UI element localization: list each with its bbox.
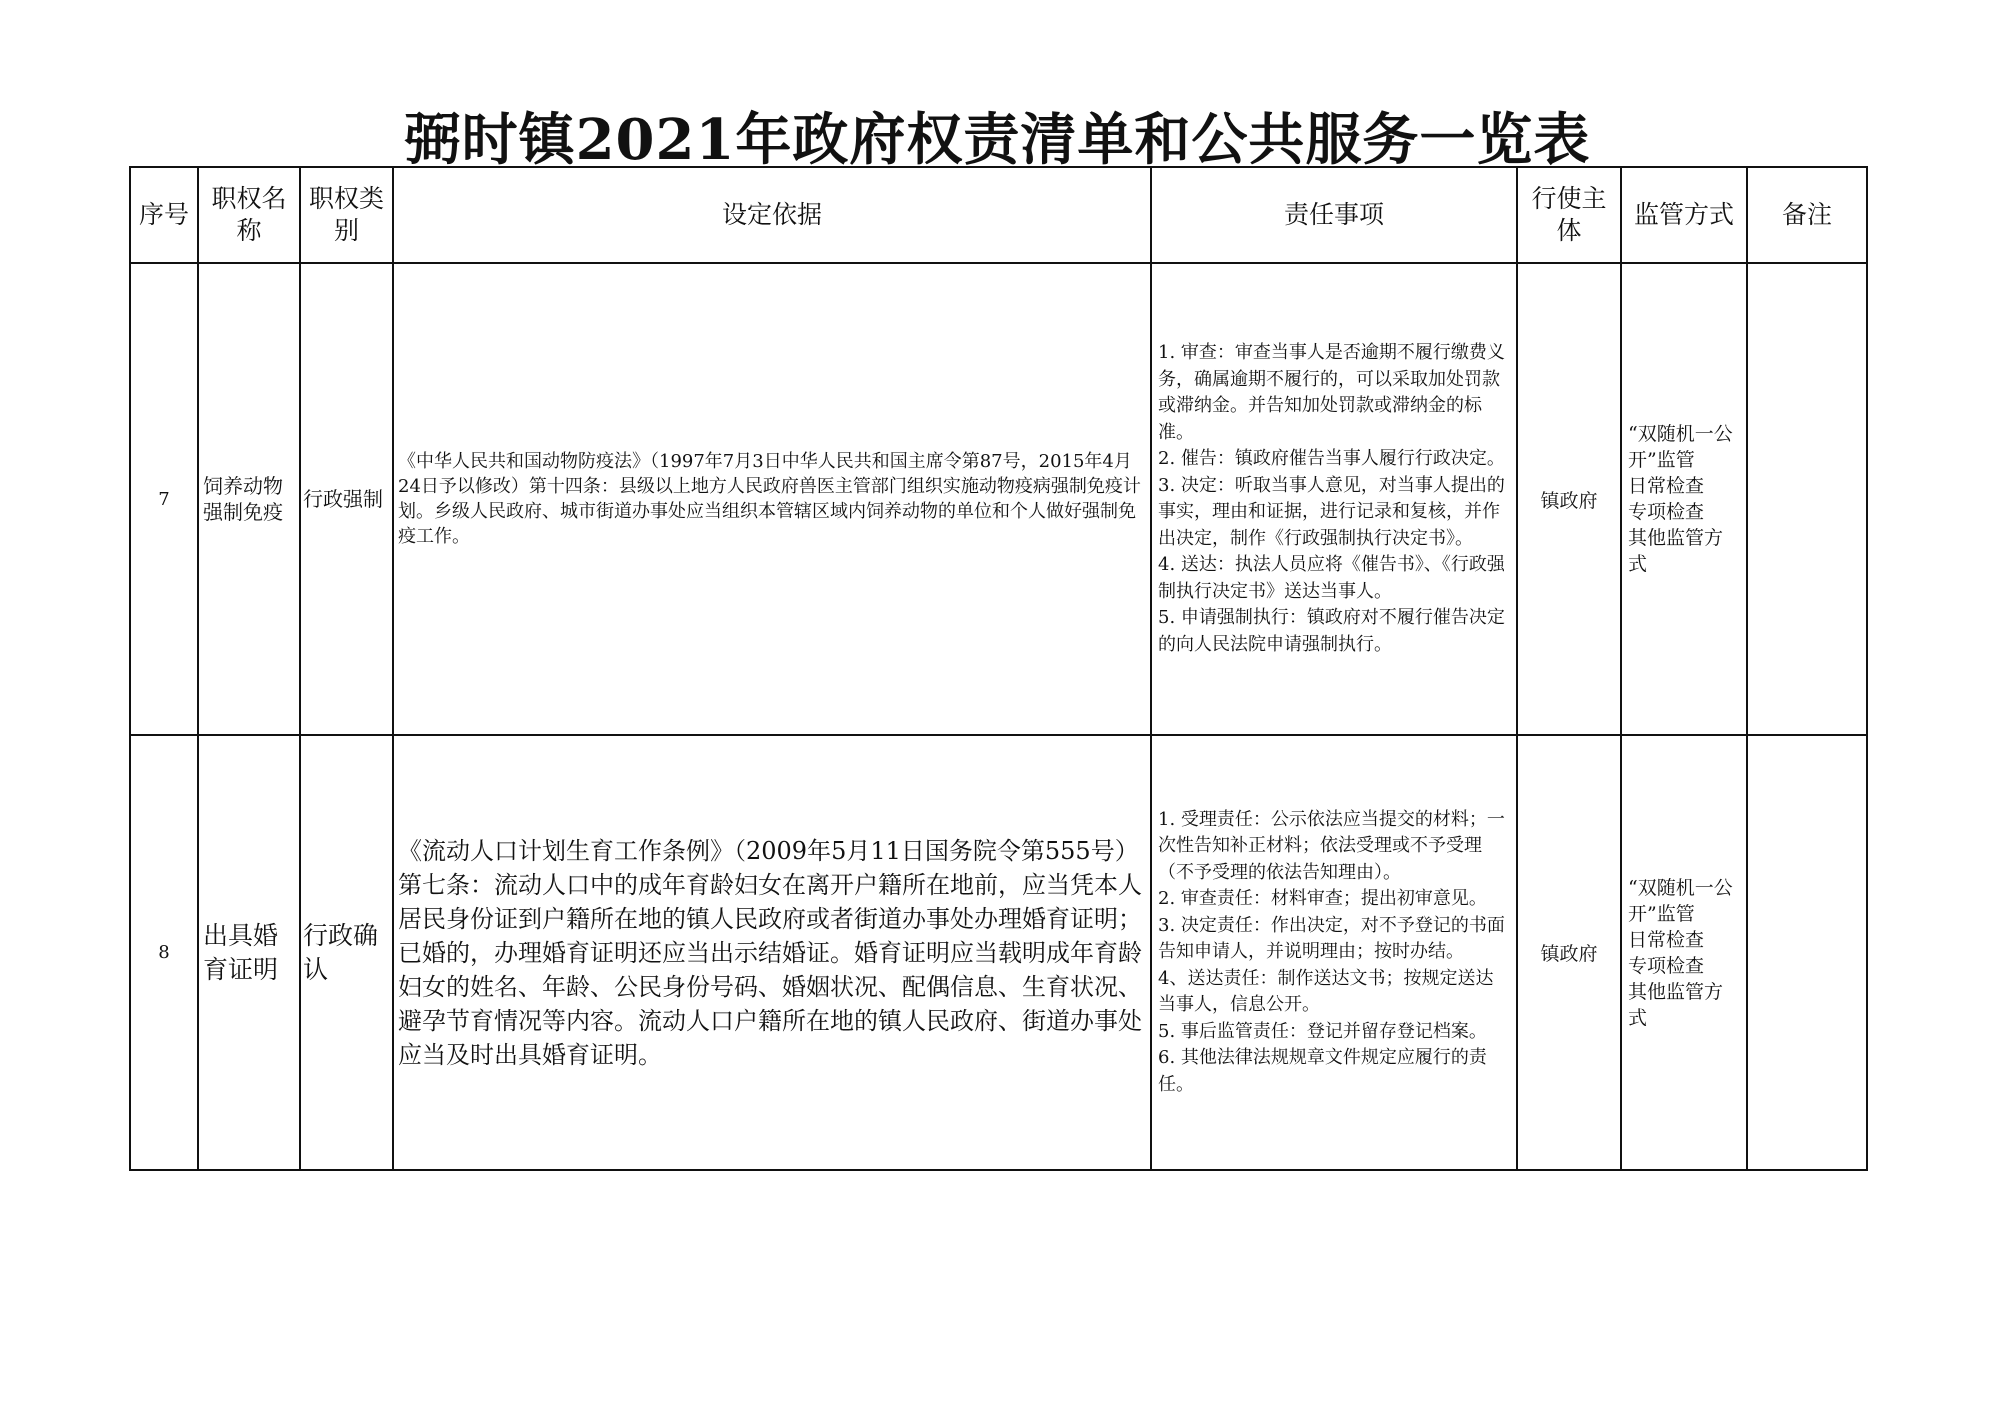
responsibility-item: 3. 决定责任：作出决定，对不予登记的书面告知申请人，并说明理由；按时办结。	[1158, 914, 1505, 963]
supervision-item: 日常检查	[1628, 928, 1705, 951]
authority-table	[129, 166, 1868, 1171]
row-name: 出具婚育证明	[198, 735, 300, 1170]
header-notes: 备注	[1747, 167, 1867, 263]
supervision-item: 专项检查	[1628, 954, 1705, 977]
responsibility-item: 4、送达责任：制作送达文书；按规定送达当事人，信息公开。	[1158, 967, 1494, 1016]
header-basis: 设定依据	[393, 167, 1151, 263]
responsibility-item: 1. 审查：审查当事人是否逾期不履行缴费义务，确属逾期不履行的，可以采取加处罚款或滞纳金。并告知加处罚款或滞纳金的标准。	[1158, 342, 1505, 443]
header-name: 职权名称	[198, 167, 300, 263]
responsibility-item: 2. 审查责任：材料审查；提出初审意见。	[1158, 888, 1487, 910]
page-title: 弼时镇2021年政府权责清单和公共服务一览表	[404, 107, 1591, 173]
row-notes	[1747, 735, 1867, 1170]
row-subject: 镇政府	[1517, 263, 1621, 735]
supervision-item: 其他监管方式	[1628, 527, 1724, 575]
responsibility-item: 5. 事后监管责任：登记并留存登记档案。	[1158, 1020, 1487, 1042]
header-supervision: 监管方式	[1621, 167, 1747, 263]
table-row	[130, 735, 1867, 1170]
header-subject: 行使主体	[1517, 167, 1621, 263]
supervision-item: “双随机一公开”监管	[1628, 876, 1733, 925]
supervision-item: 专项检查	[1628, 501, 1705, 523]
header-seq: 序号	[130, 167, 198, 263]
table-row	[130, 263, 1867, 735]
row-responsibilities	[1151, 263, 1517, 735]
row-seq: 7	[130, 263, 198, 735]
responsibility-item: 6. 其他法律法规规章文件规定应履行的责任。	[1158, 1047, 1487, 1095]
table-header-row	[130, 167, 1867, 263]
supervision-item: “双随机一公开”监管	[1628, 423, 1733, 471]
responsibility-item: 5. 申请强制执行：镇政府对不履行催告决定的向人民法院申请强制执行。	[1158, 607, 1505, 655]
row-responsibilities	[1151, 735, 1517, 1170]
row-supervision	[1621, 263, 1747, 735]
header-category: 职权类别	[300, 167, 393, 263]
row-seq: 8	[130, 735, 198, 1170]
row-notes	[1747, 263, 1867, 735]
row-basis: 《流动人口计划生育工作条例》（2009年5月11日国务院令第555号）第七条：流动人口中的成年育龄妇女在离开户籍所在地前，应当凭本人居民身份证到户籍所在地的镇人民政府或者街道办事处办理婚育证明；已婚的，办理婚育证明还应当出示结婚证。婚育证明应当载明成年育龄妇女的姓名、年龄、公民身份号码、婚姻状况、配偶信息、生育状况、避孕节育情况等内容。流动人口户籍所在地的镇人民政府、街道办事处应当及时出具婚育证明。	[393, 735, 1151, 1170]
responsibility-item: 4. 送达：执法人员应将《催告书》、《行政强制执行决定书》送达当事人。	[1158, 554, 1505, 602]
row-name: 饲养动物强制免疫	[198, 263, 300, 735]
row-supervision	[1621, 735, 1747, 1170]
supervision-item: 其他监管方式	[1628, 980, 1724, 1029]
responsibility-item: 1. 受理责任：公示依法应当提交的材料；一次性告知补正材料；依法受理或不予受理（不予受理的依法告知理由）。	[1158, 808, 1505, 883]
responsibility-item: 2. 催告：镇政府催告当事人履行行政决定。	[1158, 448, 1505, 469]
header-responsibilities: 责任事项	[1151, 167, 1517, 263]
row-category: 行政确认	[300, 735, 393, 1170]
supervision-item: 日常检查	[1628, 475, 1705, 497]
row-subject: 镇政府	[1517, 735, 1621, 1170]
responsibility-item: 3. 决定：听取当事人意见，对当事人提出的事实，理由和证据，进行记录和复核，并作出决定，制作《行政强制执行决定书》。	[1158, 474, 1505, 549]
row-basis: 《中华人民共和国动物防疫法》（1997年7月3日中华人民共和国主席令第87号，2015年4月24日予以修改）第十四条：县级以上地方人民政府兽医主管部门组织实施动物疫病强制免疫计划。乡级人民政府、城市街道办事处应当组织本管辖区域内饲养动物的单位和个人做好强制免疫工作。	[393, 263, 1151, 735]
row-category: 行政强制	[300, 263, 393, 735]
